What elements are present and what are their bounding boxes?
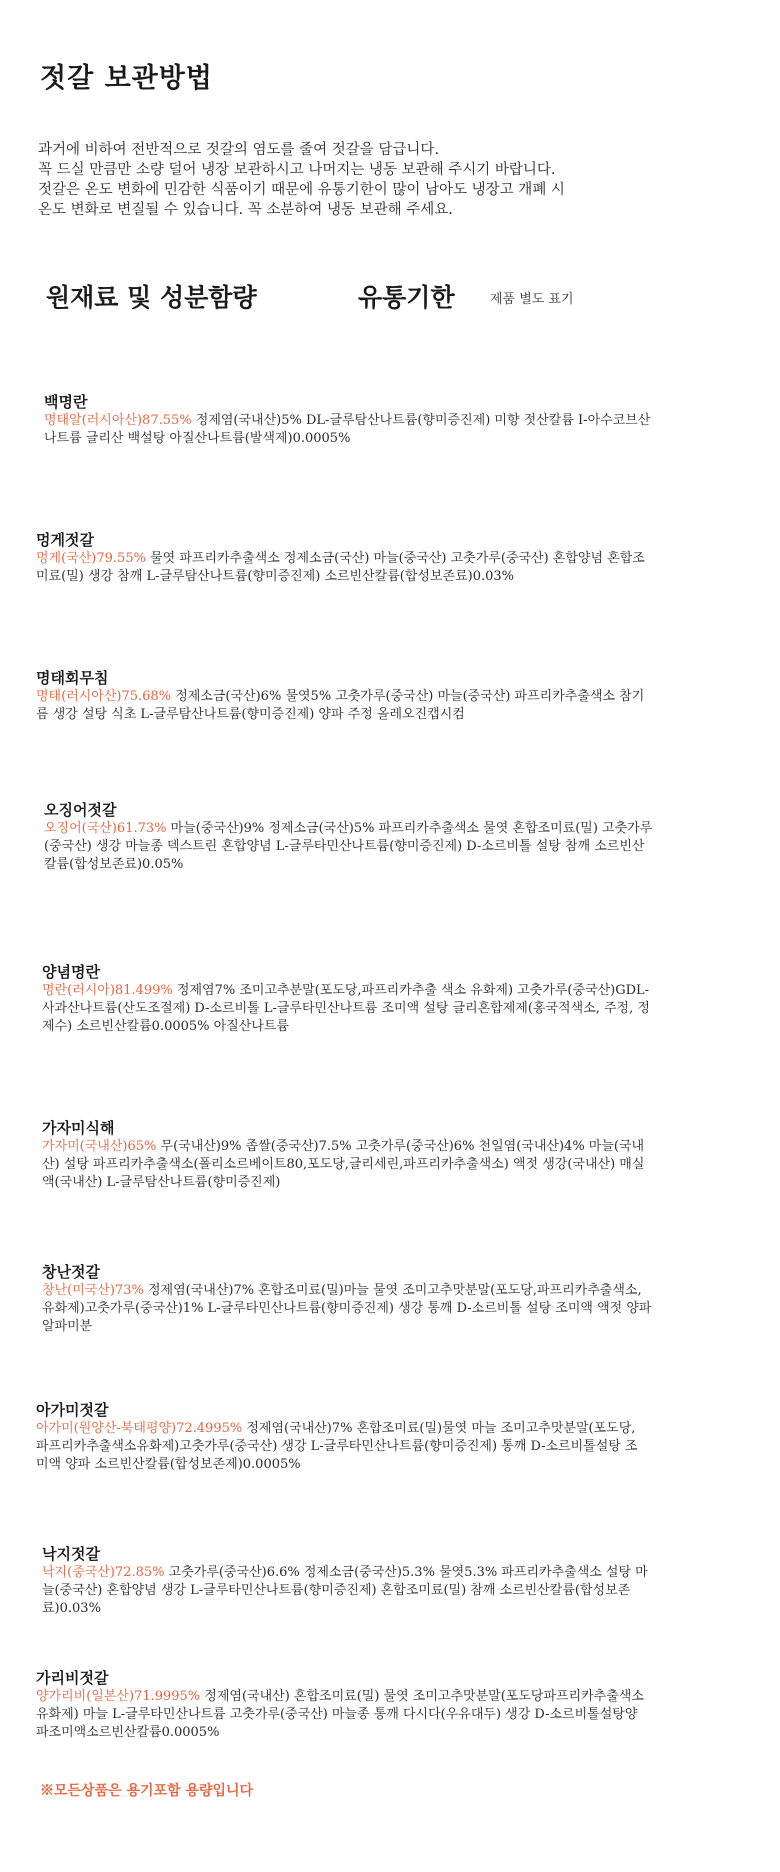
product-item [36,1400,646,1474]
product-name: 양념명란 [42,963,100,981]
main-ingredient: 양가리비(일본산)71.9995% [36,1689,201,1704]
product-name: 아가미젓갈 [36,1401,109,1419]
product-name: 백명란 [44,393,88,411]
product-name: 창난젓갈 [42,1263,100,1281]
other-ingredients: 정제염(국내산)7% 혼합조미료(밀)물엿 마늘 조미고추맛분말(포도당,파프리카추출색소유화제)고춧가루(중국산) 생강 L-글루타민산나트륨(향미증진제) 통깨 D-소르비톨설탕 조미액 양파 소르빈산칼륨(합성보존제)0.0005% [36,1421,638,1472]
expiry-note: 제품 별도 표기 [490,292,574,307]
expiry-heading: 유통기한 [358,283,455,312]
product-item [36,668,646,724]
intro-line: 온도 변화로 변질될 수 있습니다. 꼭 소분하여 냉동 보관해 주세요. [38,202,453,218]
main-ingredient: 명태알(러시아산)87.55% [44,413,192,428]
product-item [42,1544,652,1618]
other-ingredients: 정제염(국내산)7% 혼합조미료(밀)마늘 물엿 조미고추맛분말(포도당,파프리카추출색소,유화제)고춧가루(중국산)1% L-글루타민산나트륨(향미증진제) 생강 통깨 D-소르비톨 설탕 조미액 액젓 양파 알파미분 [42,1283,652,1334]
product-name: 명태회무침 [36,669,109,687]
product-ingredients [44,820,654,874]
main-ingredient: 창난(미국산)73% [42,1283,144,1298]
other-ingredients: 정제염(국내산)5% DL-글루탐산나트륨(향미증진제) 미향 젓산칼륨 I-아수코브산나트륨 글리산 백설탕 아질산나트륨(발색제)0.0005% [44,413,651,446]
product-ingredients [42,1282,652,1336]
product-name: 오징어젓갈 [44,801,117,819]
other-ingredients: 고춧가루(중국산)6.6% 정제소금(중국산)5.3% 물엿5.3% 파프리카추출색소 설탕 마늘(중국산) 혼합양념 생강 L-글루타민산나트륨(향미증진제) 혼합조미료(밀) 참깨 소르빈산칼륨(합성보존료)0.03% [42,1565,648,1616]
main-ingredient: 멍게(국산)79.55% [36,551,146,566]
main-ingredient: 낙지(중국산)72.85% [42,1565,165,1580]
product-item [44,800,654,874]
other-ingredients: 마늘(중국산)9% 정제소금(국산)5% 파프리카추출색소 물엿 혼합조미료(밀) 고춧가루(중국산) 생강 마늘종 덱스트린 혼합양념 L-글루타민산나트륨(향미증진제) D-소르비톨 설탕 참깨 소르빈산칼륨(합성보존료)0.05% [44,821,653,872]
other-ingredients: 무(국내산)9% 좁쌀(중국산)7.5% 고춧가루(중국산)6% 천일염(국내산)4% 마늘(국내산) 설탕 파프리카추출색소(폴리소르베이트80,포도당,글리세린,파프리카추출색소) 액젓 생강(국내산) 매실액(국내산) L-글루탐산나트륨(향미증진제) [42,1139,645,1190]
product-ingredients [42,1138,652,1192]
product-name: 가리비젓갈 [36,1669,109,1687]
product-item [42,1118,652,1192]
product-name: 가자미식해 [42,1119,115,1137]
container-weight-note: ※모든상품은 용기포함 용량입니다 [40,1783,254,1799]
intro-line: 젓갈은 온도 변화에 민감한 식품이기 때문에 유통기한이 많이 남아도 냉장고 개폐 시 [38,182,565,198]
product-item [42,1262,652,1336]
product-ingredients [36,688,646,724]
storage-intro [38,140,658,220]
product-ingredients [44,412,654,448]
product-ingredients [36,1688,646,1742]
ingredients-heading: 원재료 및 성분함량 [46,283,257,312]
other-ingredients: 물엿 파프리카추출색소 정제소금(국산) 마늘(중국산) 고춧가루(중국산) 혼합양념 혼합조미료(밀) 생강 참깨 L-글루탐산나트륨(향미증진제) 소르빈산칼륨(합성보존료)0.03% [36,551,645,584]
product-ingredients [42,1564,652,1618]
intro-line: 과거에 비하여 전반적으로 젓갈의 염도를 줄여 젓갈을 담급니다. [38,142,440,158]
product-item [42,962,652,1036]
intro-line: 꼭 드실 만큼만 소량 덜어 냉장 보관하시고 나머지는 냉동 보관해 주시기 바랍니다. [38,162,556,178]
other-ingredients: 정제염7% 조미고추분말(포도당,파프리카추출 색소 유화제) 고춧가루(중국산)GDL-사과산나트륨(산도조절제) D-소르비톨 L-글루타민산나트륨 조미액 설탕 글리혼합제제(홍국적색소, 주정, 정제수) 소르빈산칼륨0.0005% 아질산나트륨 [42,983,650,1034]
page-title: 젓갈 보관방법 [40,63,213,94]
main-ingredient: 명태(러시아산)75.68% [36,689,172,704]
product-name: 낙지젓갈 [42,1545,100,1563]
product-ingredients [36,1420,646,1474]
product-item [36,530,646,586]
main-ingredient: 가자미(국내산)65% [42,1139,157,1154]
product-item [36,1668,646,1742]
product-ingredients [36,550,646,586]
main-ingredient: 명란(러시아)81.499% [42,983,173,998]
main-ingredient: 오징어(국산)61.73% [44,821,167,836]
other-ingredients: 정제염(국내산) 혼합조미료(밀) 물엿 조미고추맛분말(포도당파프리카추출색소유화제) 마늘 L-글루타민산나트륨 고춧가루(중국산) 마늘종 통깨 다시다(우유대두) 생강 D-소르비톨설탕양파조미액소르빈산칼륨0.0005% [36,1689,644,1740]
product-item [44,392,654,448]
main-ingredient: 아가미(원양산-북태평양)72.4995% [36,1421,243,1436]
product-ingredients [42,982,652,1036]
product-name: 멍게젓갈 [36,531,94,549]
other-ingredients: 정제소금(국산)6% 물엿5% 고춧가루(중국산) 마늘(중국산) 파프리카추출색소 참기름 생강 설탕 식초 L-글루탐산나트륨(향미증진제) 양파 주정 올레오진캡시컴 [36,689,645,722]
